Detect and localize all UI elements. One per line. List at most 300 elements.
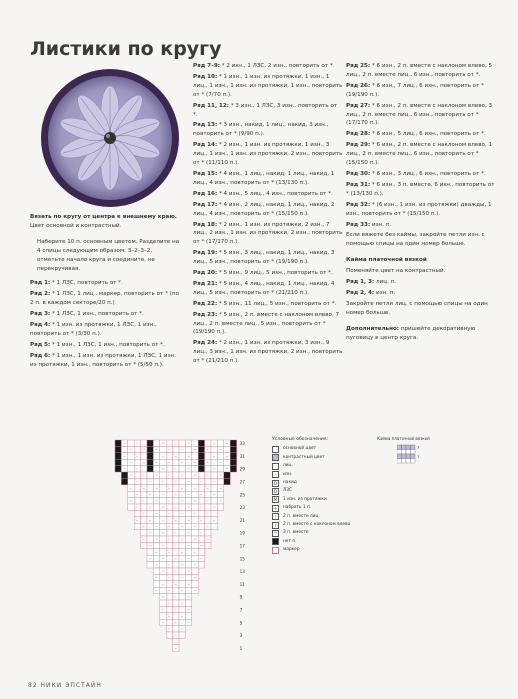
chart-cell xyxy=(173,459,179,465)
chart-empty-cell xyxy=(224,542,230,548)
chart-cell xyxy=(115,440,121,446)
chart-empty-cell xyxy=(115,568,121,574)
chart-cell xyxy=(192,517,198,523)
chart-empty-cell xyxy=(185,626,191,632)
chart-empty-cell xyxy=(224,587,230,593)
chart-empty-cell xyxy=(121,581,127,587)
chart-empty-cell xyxy=(211,613,217,619)
chart-empty-cell xyxy=(141,619,147,625)
legend-label: накид xyxy=(283,479,297,485)
middle-instruction-row: Ряд 21: * 5 изн., 4 лиц., накид, 1 лиц., накид, 4 лиц., 5 изн., повторить от * (21/210 п.). xyxy=(193,280,335,296)
chart-empty-cell xyxy=(224,549,230,555)
chart-empty-cell xyxy=(211,606,217,612)
chart-empty-cell xyxy=(217,574,223,580)
chart-symbol: – xyxy=(136,491,139,497)
chart-empty-cell xyxy=(192,638,198,644)
chart-cell xyxy=(160,574,166,580)
right-instruction-row: Ряд 27: * 6 изн., 2 п. вместе с наклоном влево, 3 лиц., 2 п. вместе лиц., 6 изн., повторить от * (17/170 п.). xyxy=(346,102,493,127)
chart-empty-cell xyxy=(211,568,217,574)
chart-cell xyxy=(198,440,204,446)
chart-cell xyxy=(185,459,191,465)
chart-empty-cell xyxy=(128,549,134,555)
legend-item xyxy=(272,471,382,479)
chart-cell xyxy=(153,466,159,472)
chart-empty-cell xyxy=(115,626,121,632)
chart-empty-cell xyxy=(134,530,140,536)
chart-cell xyxy=(198,549,204,555)
chart-empty-cell xyxy=(205,606,211,612)
left-instruction-row: Ряд 3: * 1 ЛЗС, 1 изн., повторить от *. xyxy=(30,311,144,318)
chart-symbol: – xyxy=(181,523,184,529)
chart-cell xyxy=(153,491,159,497)
chart-symbol: – xyxy=(200,491,203,497)
intro-text: Вязать по кругу от центра к внешнему краю. xyxy=(30,214,177,220)
chart-symbol: – xyxy=(194,459,196,465)
chart-empty-cell xyxy=(230,638,236,644)
chart-symbol: – xyxy=(174,491,177,497)
chart-cell xyxy=(160,523,166,529)
chart-empty-cell xyxy=(128,645,134,651)
chart-empty-cell xyxy=(205,549,211,555)
chart-symbol: – xyxy=(181,459,184,465)
chart-cell xyxy=(153,478,159,484)
chart-symbol: – xyxy=(181,562,184,568)
chart-symbol: – xyxy=(194,523,196,529)
chart-cell xyxy=(153,440,159,446)
chart-symbol: – xyxy=(206,472,209,478)
legend-label: лиц. xyxy=(283,463,293,469)
chart-empty-cell xyxy=(224,581,230,587)
chart-cell xyxy=(160,562,166,568)
border-chart-cell xyxy=(402,445,407,450)
chart-cell xyxy=(147,446,153,452)
chart-cell xyxy=(217,440,223,446)
chart-empty-cell xyxy=(217,510,223,516)
border-chart-cell xyxy=(406,445,411,450)
chart-empty-cell xyxy=(121,613,127,619)
page-footer: 82 НИКИ ЭПСТАЙН xyxy=(28,682,102,689)
chart-empty-cell xyxy=(147,638,153,644)
chart-symbol: – xyxy=(181,498,184,504)
chart-empty-cell xyxy=(134,562,140,568)
chart-cell xyxy=(166,606,172,612)
legend-item xyxy=(272,462,382,470)
chart-cell xyxy=(179,555,185,561)
chart-symbol: – xyxy=(149,530,152,536)
border-chart-cell xyxy=(402,459,407,464)
chart-cell xyxy=(179,453,185,459)
chart-empty-cell xyxy=(128,638,134,644)
border-chart-cell xyxy=(397,445,402,450)
chart-empty-cell xyxy=(115,581,121,587)
chart-cell xyxy=(205,542,211,548)
chart-empty-cell xyxy=(217,568,223,574)
chart-cell xyxy=(185,549,191,555)
right-rows xyxy=(346,62,496,249)
left-column xyxy=(30,213,180,372)
legend-item xyxy=(272,487,382,495)
chart-cell xyxy=(185,613,191,619)
chart-empty-cell xyxy=(147,574,153,580)
chart-symbol: – xyxy=(187,466,190,472)
chart-empty-cell xyxy=(205,638,211,644)
chart-empty-cell xyxy=(198,645,204,651)
chart-symbol: – xyxy=(130,498,132,504)
chart-cell xyxy=(211,510,217,516)
chart-cell xyxy=(128,504,134,510)
chart-symbol: – xyxy=(174,619,177,625)
chart-cell xyxy=(179,619,185,625)
chart-empty-cell xyxy=(147,587,153,593)
chart-empty-cell xyxy=(134,574,140,580)
chart-empty-cell xyxy=(134,619,140,625)
chart-row-label: 9 xyxy=(239,594,243,600)
chart-empty-cell xyxy=(198,587,204,593)
chart-empty-cell xyxy=(115,619,121,625)
chart-empty-cell xyxy=(217,581,223,587)
chart-empty-cell xyxy=(230,574,236,580)
chart-empty-cell xyxy=(115,613,121,619)
legend-label: набрать 1 п. xyxy=(283,505,312,511)
chart-empty-cell xyxy=(141,587,147,593)
chart-empty-cell xyxy=(230,632,236,638)
border-rows xyxy=(346,267,496,318)
chart-cell xyxy=(185,485,191,491)
chart-symbol: – xyxy=(194,549,196,555)
legend-swatch-icon: – xyxy=(272,471,279,478)
chart-cell xyxy=(192,453,198,459)
chart-cell xyxy=(166,466,172,472)
chart-empty-cell xyxy=(141,638,147,644)
chart-empty-cell xyxy=(205,568,211,574)
chart-empty-cell xyxy=(115,530,121,536)
legend-swatch-icon: Q xyxy=(273,489,278,495)
chart-symbol: – xyxy=(213,453,216,459)
chart-empty-cell xyxy=(211,600,217,606)
chart-cell xyxy=(134,472,140,478)
chart-empty-cell xyxy=(153,606,159,612)
chart-cell xyxy=(179,542,185,548)
chart-symbol: – xyxy=(168,626,171,632)
chart-symbol: – xyxy=(200,479,203,485)
chart-cell xyxy=(179,478,185,484)
chart-empty-cell xyxy=(134,549,140,555)
chart-empty-cell xyxy=(211,581,217,587)
border-heading: Кайма платочной вязкой xyxy=(346,257,427,264)
chart-cell xyxy=(147,459,153,465)
legend-item xyxy=(272,504,382,512)
chart-empty-cell xyxy=(128,568,134,574)
chart-symbol: – xyxy=(168,536,171,542)
chart-empty-cell xyxy=(179,638,185,644)
chart-empty-cell xyxy=(224,517,230,523)
chart-empty-cell xyxy=(230,613,236,619)
chart-symbol: – xyxy=(162,581,164,587)
chart-empty-cell xyxy=(115,555,121,561)
chart-empty-cell xyxy=(115,632,121,638)
chart-cell xyxy=(166,632,172,638)
chart-symbol: – xyxy=(142,511,145,517)
chart-empty-cell xyxy=(230,478,236,484)
chart-empty-cell xyxy=(134,645,140,651)
chart-cell xyxy=(217,504,223,510)
chart-empty-cell xyxy=(128,530,134,536)
chart-empty-cell xyxy=(205,626,211,632)
chart-empty-cell xyxy=(115,510,121,516)
border-chart-cell xyxy=(406,450,411,455)
chart-empty-cell xyxy=(128,626,134,632)
chart-cell xyxy=(166,594,172,600)
chart-empty-cell xyxy=(185,638,191,644)
chart-empty-cell xyxy=(128,542,134,548)
chart-empty-cell xyxy=(211,638,217,644)
chart-empty-cell xyxy=(224,562,230,568)
border-chart-row-label: 3 xyxy=(417,445,420,450)
chart-cell xyxy=(192,555,198,561)
chart-symbol: – xyxy=(168,613,171,619)
chart-cell xyxy=(160,600,166,606)
chart-empty-cell xyxy=(121,530,127,536)
chart-row-label: 17 xyxy=(239,543,245,549)
chart-cell xyxy=(173,472,179,478)
chart-empty-cell xyxy=(230,606,236,612)
chart-cell xyxy=(179,466,185,472)
chart-cell xyxy=(230,446,236,452)
middle-instruction-row: Ряд 7–9: * 2 изн., 1 ЛЗС, 2 изн., повторить от *. xyxy=(193,63,335,69)
chart-symbol: – xyxy=(136,440,139,446)
setup-text: Наберите 10 п. основным цветом. Разделите на 4 спицы следующим образом: 3–2–3–2, отметьте начало круга и соедините, не перекручивая. xyxy=(37,238,180,272)
chart-cell xyxy=(198,459,204,465)
chart-empty-cell xyxy=(230,536,236,542)
chart-row-label: 19 xyxy=(239,530,245,536)
chart-symbol: – xyxy=(194,485,196,491)
chart-cell xyxy=(166,555,172,561)
chart-empty-cell xyxy=(205,645,211,651)
chart-empty-cell xyxy=(217,626,223,632)
chart-symbol: – xyxy=(181,485,184,491)
right-instruction-row: Ряд 28: * 6 изн., 5 лиц., 6 изн., повторить от *. xyxy=(346,131,486,138)
chart-empty-cell xyxy=(121,568,127,574)
border-chart-cell xyxy=(397,454,402,459)
chart-empty-cell xyxy=(115,498,121,504)
chart-symbol: – xyxy=(200,543,203,549)
chart-row-label: 29 xyxy=(239,466,245,472)
chart-symbol: – xyxy=(155,536,158,542)
chart-empty-cell xyxy=(121,510,127,516)
chart-symbol: – xyxy=(206,485,209,491)
chart-cell xyxy=(173,574,179,580)
chart-cell xyxy=(141,466,147,472)
chart-cell xyxy=(230,453,236,459)
legend-item xyxy=(272,546,382,554)
chart-cell xyxy=(115,466,121,472)
chart-cell xyxy=(115,453,121,459)
chart-empty-cell xyxy=(217,632,223,638)
chart-empty-cell xyxy=(153,645,159,651)
legend-item xyxy=(272,538,382,546)
chart-symbol: – xyxy=(155,447,158,453)
right-instruction-row: Ряд 26: * 6 изн., 7 лиц., 6 изн., повторить от * (19/190 п.). xyxy=(346,82,484,98)
chart-symbol: – xyxy=(187,440,190,446)
chart-cell xyxy=(166,517,172,523)
chart-cell xyxy=(160,536,166,542)
legend-item xyxy=(272,479,382,487)
chart-empty-cell xyxy=(211,626,217,632)
chart-symbol: – xyxy=(136,466,139,472)
chart-symbol: – xyxy=(194,575,196,581)
chart-empty-cell xyxy=(134,542,140,548)
chart-empty-cell xyxy=(230,542,236,548)
chart-empty-cell xyxy=(121,594,127,600)
chart-empty-cell xyxy=(230,600,236,606)
chart-empty-cell xyxy=(141,645,147,651)
chart-cell xyxy=(153,517,159,523)
chart-empty-cell xyxy=(121,523,127,529)
middle-rows xyxy=(193,62,343,366)
chart-empty-cell xyxy=(230,491,236,497)
chart-symbol: – xyxy=(168,549,171,555)
chart-empty-cell xyxy=(121,504,127,510)
chart-empty-cell xyxy=(198,626,204,632)
chart-cell xyxy=(205,478,211,484)
chart-cell xyxy=(224,446,230,452)
chart-empty-cell xyxy=(141,613,147,619)
chart-cell xyxy=(211,498,217,504)
legend-item xyxy=(272,445,382,453)
border-chart-cell xyxy=(406,454,411,459)
chart-empty-cell xyxy=(198,568,204,574)
chart-empty-cell xyxy=(134,568,140,574)
chart-empty-cell xyxy=(128,536,134,542)
chart-empty-cell xyxy=(134,632,140,638)
chart-symbol: – xyxy=(155,459,158,465)
chart-row-label: 31 xyxy=(239,453,245,459)
chart-symbol: – xyxy=(149,504,152,510)
legend-label: нет п. xyxy=(283,538,297,544)
chart-empty-cell xyxy=(224,645,230,651)
chart-cell xyxy=(217,453,223,459)
chart-empty-cell xyxy=(128,600,134,606)
chart-cell xyxy=(141,542,147,548)
chart-cell xyxy=(147,485,153,491)
chart-empty-cell xyxy=(198,619,204,625)
chart-symbol: – xyxy=(130,485,132,491)
chart-cell xyxy=(134,510,140,516)
right-instruction-row: Ряд 30: * 6 изн., 3 лиц., 6 изн., повторить от *. xyxy=(346,170,486,177)
chart-empty-cell xyxy=(230,498,236,504)
chart-cell xyxy=(192,491,198,497)
chart-symbol: – xyxy=(155,562,158,568)
legend-label: ЛЗС xyxy=(283,488,292,494)
chart-empty-cell xyxy=(217,542,223,548)
chart-cell xyxy=(173,536,179,542)
chart-symbol: – xyxy=(219,485,222,491)
chart-symbol: – xyxy=(187,491,190,497)
chart-empty-cell xyxy=(224,498,230,504)
legend-label: основной цвет xyxy=(283,446,317,452)
chart-empty-cell xyxy=(115,645,121,651)
legend-label: изн. xyxy=(283,471,293,477)
legend-item xyxy=(272,513,382,521)
chart-symbol: – xyxy=(130,447,132,453)
chart-cell xyxy=(179,594,185,600)
chart-empty-cell xyxy=(230,619,236,625)
chart-empty-cell xyxy=(147,594,153,600)
chart-cell xyxy=(134,498,140,504)
chart-symbol: – xyxy=(187,568,190,574)
chart-symbol: – xyxy=(149,517,152,523)
chart-cell xyxy=(192,581,198,587)
chart-empty-cell xyxy=(217,517,223,523)
legend-label: контрастный цвет xyxy=(283,454,325,460)
chart-cell xyxy=(153,568,159,574)
chart-cell xyxy=(166,542,172,548)
legend-title: Условные обозначения: xyxy=(272,437,329,442)
chart-cell xyxy=(153,581,159,587)
chart-cell xyxy=(166,530,172,536)
chart-row-label: 21 xyxy=(239,517,245,523)
chart-cell xyxy=(147,498,153,504)
chart-empty-cell xyxy=(230,472,236,478)
chart-cell xyxy=(211,459,217,465)
chart-empty-cell xyxy=(147,606,153,612)
chart-empty-cell xyxy=(198,632,204,638)
chart-symbol: – xyxy=(200,555,203,561)
chart-symbol: – xyxy=(181,536,184,542)
chart-cell xyxy=(179,632,185,638)
legend-swatch-icon xyxy=(272,463,279,470)
chart-empty-cell xyxy=(217,562,223,568)
chart-empty-cell xyxy=(198,638,204,644)
chart-cell xyxy=(160,613,166,619)
chart-empty-cell xyxy=(205,600,211,606)
chart-symbol: – xyxy=(130,472,132,478)
chart-cell xyxy=(192,542,198,548)
chart-cell xyxy=(179,568,185,574)
chart-cell xyxy=(205,504,211,510)
chart-cell xyxy=(147,510,153,516)
chart-empty-cell xyxy=(128,574,134,580)
chart-empty-cell xyxy=(198,613,204,619)
chart-empty-cell xyxy=(141,581,147,587)
chart-empty-cell xyxy=(147,600,153,606)
chart-symbol: – xyxy=(213,479,216,485)
chart-empty-cell xyxy=(217,645,223,651)
legend-swatch-icon: + xyxy=(273,505,278,511)
chart-cell xyxy=(217,478,223,484)
chart-symbol: – xyxy=(219,498,222,504)
chart-empty-cell xyxy=(217,594,223,600)
border-chart-cell xyxy=(402,454,407,459)
chart-empty-cell xyxy=(224,613,230,619)
chart-empty-cell xyxy=(160,632,166,638)
chart-symbol: – xyxy=(142,536,145,542)
legend-swatch-icon: \ xyxy=(272,522,279,529)
chart-empty-cell xyxy=(211,542,217,548)
chart-symbol: – xyxy=(187,479,190,485)
chart-symbol: – xyxy=(219,459,222,465)
chart-symbol: – xyxy=(162,517,164,523)
chart-cell xyxy=(185,587,191,593)
border-chart-cell xyxy=(402,450,407,455)
chart-empty-cell xyxy=(128,517,134,523)
chart-empty-cell xyxy=(224,619,230,625)
left-instruction-row: Ряд 2: * 1 ЛЗС, 1 лиц., маркер, повторить от * (по 2 п. в каждом секторе/20 п.) xyxy=(30,291,179,307)
chart-empty-cell xyxy=(141,574,147,580)
chart-cell xyxy=(160,549,166,555)
chart-cell xyxy=(147,523,153,529)
chart-symbol: – xyxy=(123,440,126,446)
